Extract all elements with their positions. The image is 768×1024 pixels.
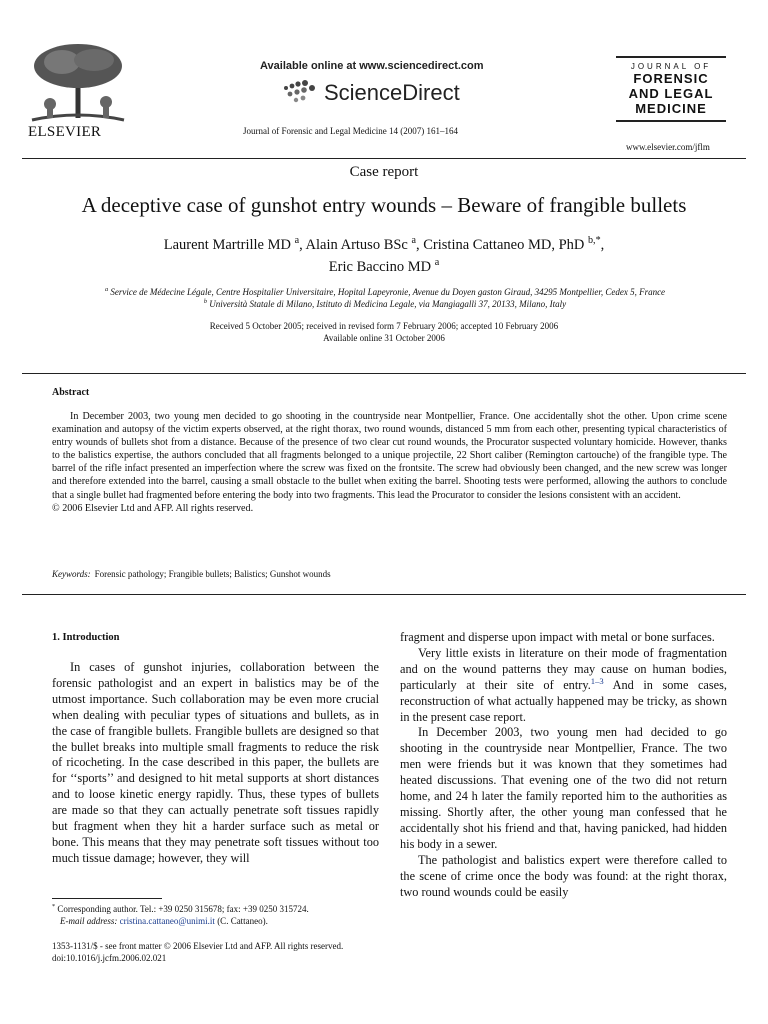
available-date: Available online 31 October 2006 [323,333,445,343]
author-sep: , [600,237,605,253]
affil-a-mark: a [104,286,109,293]
affil-a: Service de Médecine Légale, Centre Hospitalier Universitaire, Hopital Lapeyronie, Avenue du Doyen gaston Giraud, 34295 Montpellier, Cedex 5, France [108,287,666,297]
received-dates: Received 5 October 2005; received in revised form 7 February 2006; accepted 10 February 2006 [209,321,559,331]
abstract-bottom-divider [22,594,746,595]
journal-title-box [616,56,726,136]
email-link[interactable]: cristina.cattaneo@unimi.it [119,916,215,926]
corresponding-footnote [52,898,392,927]
article-type: Case report [349,164,419,180]
affiliations [20,286,750,310]
right-paragraph-0: fragment and disperse upon impact with metal or bone surfaces. [400,630,715,644]
email-label: E-mail address: [60,916,118,926]
header-divider [22,158,746,159]
publisher-name: ELSEVIER [28,124,102,140]
left-paragraph-1: In cases of gunshot injuries, collaboration between the forensic pathologist and an expert in balistics may be of the utmost importance. Such collaboration may be even more crucial when dealing with peculiar types of situations and bullets, as in the case of frangible bullets. Frangible bullets are designed so that the bullet breaks into multiple small fragments to reduce the risk of ricocheting. In the case described in this paper, the bullets are for ‘‘sports’’ and designed to hit metal supports at short distances and to loose kinetic energy rapidly. Thus, these types of bullets are made so that they can actually penetrate soft tissues rapidly but fragment when they hit a harder surface such as metal or bone. This means that they may penetrate soft tissues without too much tissue damage; however, they will [52,660,379,865]
page-footer [52,940,343,964]
abstract-text: In December 2003, two young men decided to go shooting in the countryside near Montpellier, France. One accidentally shot the other. Upon crime scene examination and autopsy of the victim experts observed, at the right thorax, two round wounds, distanced 5 mm from each other, presenting typical characteristics of entry wounds of bullets shot from a distance. Because of the presence of two clear cut round wounds, the Procurator suspected voluntary homicide. However, thanks to the balistics expertise, the authors concluded that all fragments belonged to a unique projectile, 22 Short caliber (Remington cartouche) of the frangible type. The barrel of the rifle infact presented an imperfection where the screw was fixed on the frontsite. The screw had obviously been changed, and the new screw was longer and therefore extended into the barrel, causing a small obstacle to the bullet when exiting the barrel. Shooting tests were performed, allowing the authors to conclude that a single bullet had fragmented before entering the body into two fragments. This lead the Procurator to consider the lesions consistent with an accident. [52,411,727,501]
available-online-text: Available online at www.sciencedirect.com [260,60,484,72]
issn-line: 1353-1131/$ - see front matter © 2006 Elsevier Ltd and AFP. All rights reserved. [52,941,344,951]
body-right-column [400,630,727,900]
citation-link[interactable]: 1–3 [590,675,604,686]
abstract-copyright: © 2006 Elsevier Ltd and AFP. All rights reserved. [52,502,254,514]
journal-citation: Journal of Forensic and Legal Medicine 14 (2007) 161–164 [243,126,458,136]
author-1: Laurent Martrille MD [163,237,295,253]
email-suffix: (C. Cattaneo). [214,916,268,926]
author-4-affil: a [434,257,440,269]
affil-b-mark: b [203,298,207,305]
author-2: , Alain Artuso BSc [299,237,412,253]
footnote-mark: * [52,903,56,910]
affil-b: Università Statale di Milano, Istituto di Medicina Legale, via Mangiagalli 37, 20133, Milano, Italy [206,299,567,309]
corresponding-author: Corresponding author. Tel.: +39 0250 315678; fax: +39 0250 315724. [55,904,309,914]
right-paragraph-1 [400,646,727,726]
right-paragraph-3: The pathologist and balistics expert were therefore called to the scene of crime once the body was found: at the right thorax, two round wounds could be easily [400,852,727,899]
right-p1-part-b: And in some cases, reconstruction of what actually happened may be tricky, as shown in the present case report. [400,677,727,724]
right-p1-part-a: Very little exists in literature on their mode of fragmentation and on the wound patterns they may cause on human bodies, particularly at their site of entry. [400,645,727,692]
author-list [0,234,768,278]
article-title: A deceptive case of gunshot entry wounds – Beware of frangible bullets [81,193,687,217]
journal-box-line1: FORENSIC [633,71,709,86]
section-heading-introduction: 1. Introduction [52,632,120,643]
author-3: , Cristina Cattaneo MD, PhD [416,237,588,253]
journal-url[interactable]: www.elsevier.com/jflm [626,142,710,152]
article-history [0,320,768,344]
body-left-column [52,660,379,867]
abstract-top-divider [22,373,746,374]
keywords [52,569,331,579]
journal-box-line3: MEDICINE [635,101,707,116]
author-3-affil: b,* [587,235,601,247]
right-paragraph-2: In December 2003, two young men had decided to go shooting in the countryside near Montpellier, France. The two men were friends but it was known that they sometimes had heated discussions. That evening one of the two did not return home, and 24 h later the family reported him to the authorities as missing. Shortly after, the other young man confessed that he accidentally shot his friend and that, having panicked, had hidden his body in a sewer. [400,725,727,851]
footnote-rule [52,898,162,899]
abstract-heading: Abstract [52,387,90,398]
abstract-body [52,410,727,515]
author-2-affil: a [411,235,416,247]
keywords-label: Keywords: [52,569,91,579]
doi-line[interactable]: doi:10.1016/j.jcfm.2006.02.021 [52,953,167,963]
sciencedirect-dots-icon [282,80,318,106]
keywords-list: Forensic pathology; Frangible bullets; Balistics; Gunshot wounds [94,569,331,579]
sciencedirect-wordmark: ScienceDirect [324,80,460,105]
journal-box-line2: AND LEGAL [628,86,714,101]
sciencedirect-logo [282,80,460,106]
author-1-affil: a [294,235,300,247]
author-4: Eric Baccino MD [328,259,435,275]
journal-box-small: JOURNAL OF [630,62,712,71]
